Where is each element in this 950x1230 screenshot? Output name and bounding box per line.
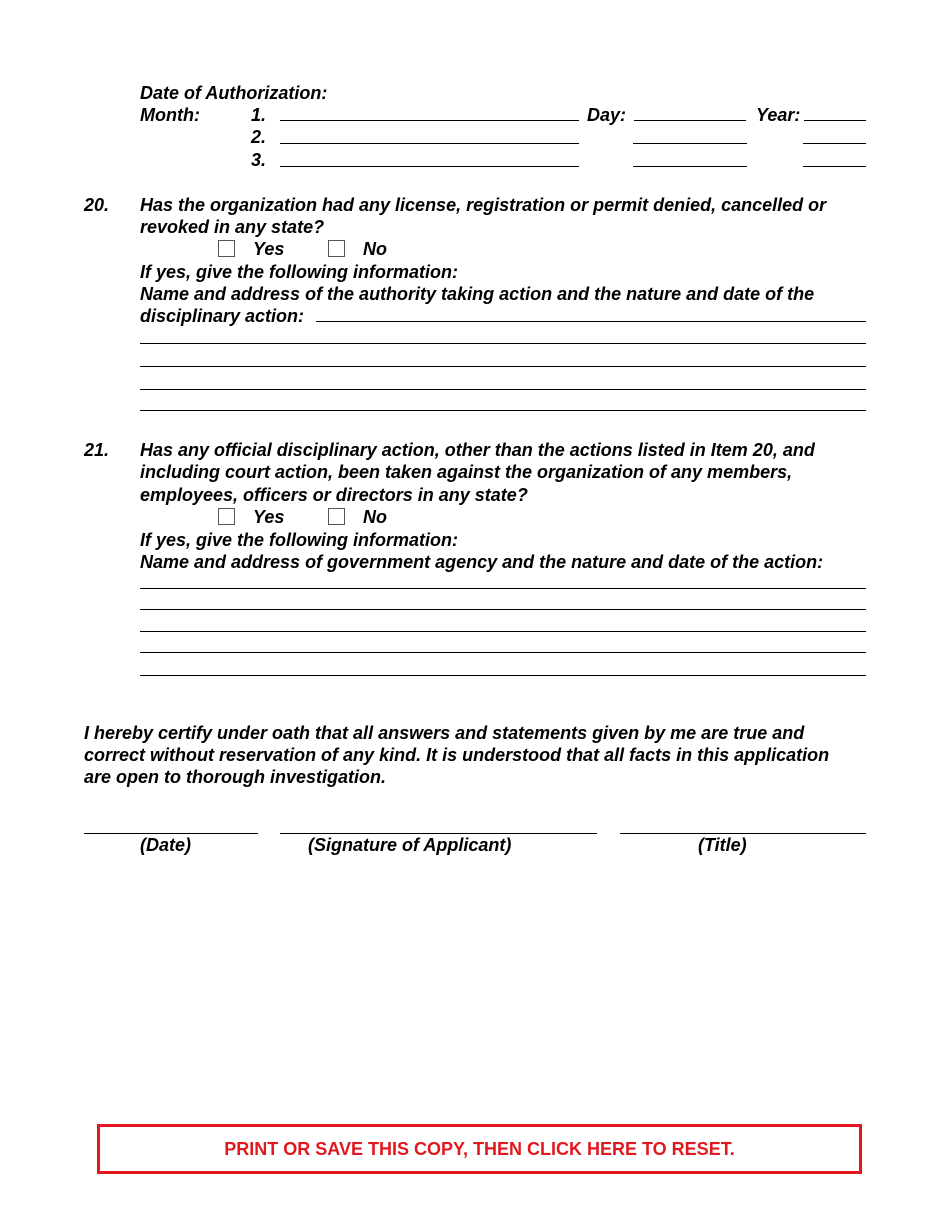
row-number-3: 3. — [251, 150, 267, 170]
year-field-1[interactable] — [804, 120, 866, 121]
q21-answer-line-4[interactable] — [140, 652, 866, 653]
title-caption: (Title) — [698, 835, 747, 855]
q21-answer-line-1[interactable] — [140, 588, 866, 589]
q20-answer-line-2[interactable] — [140, 343, 866, 344]
q21-detail-line-1: Name and address of government agency and the nature and date of the action: — [140, 552, 824, 572]
q20-question-line-1: Has the organization had any license, registration or permit denied, cancelled or — [140, 195, 827, 215]
applicant-signature-line[interactable] — [280, 833, 597, 834]
month-label: Month: — [140, 105, 200, 125]
q20-yes-label: Yes — [253, 239, 285, 259]
q20-answer-line-4[interactable] — [140, 389, 866, 390]
row-number-2: 2. — [251, 127, 267, 147]
q20-number: 20. — [84, 195, 110, 215]
month-field-3[interactable] — [280, 166, 579, 167]
q21-no-checkbox[interactable] — [328, 508, 345, 525]
q21-question-line-3: employees, officers or directors in any state? — [140, 485, 528, 505]
q20-answer-line-3[interactable] — [140, 366, 866, 367]
year-field-2[interactable] — [803, 143, 866, 144]
authorization-title: Date of Authorization: — [140, 83, 328, 103]
title-signature-line[interactable] — [620, 833, 866, 834]
certification-line-3: are open to thorough investigation. — [84, 767, 387, 787]
q20-question-line-2: revoked in any state? — [140, 217, 325, 237]
q21-answer-line-2[interactable] — [140, 609, 866, 610]
day-field-1[interactable] — [634, 120, 746, 121]
year-label: Year: — [756, 105, 801, 125]
q21-yes-label: Yes — [253, 507, 285, 527]
year-field-3[interactable] — [803, 166, 866, 167]
q20-yes-checkbox[interactable] — [218, 240, 235, 257]
q21-yes-checkbox[interactable] — [218, 508, 235, 525]
date-signature-line[interactable] — [84, 833, 258, 834]
q21-no-label: No — [363, 507, 387, 527]
q20-answer-line-1[interactable] — [316, 321, 866, 322]
q20-no-checkbox[interactable] — [328, 240, 345, 257]
row-number-1: 1. — [251, 105, 267, 125]
date-caption: (Date) — [140, 835, 192, 855]
month-field-2[interactable] — [280, 143, 579, 144]
q21-answer-line-5[interactable] — [140, 675, 866, 676]
q21-question-line-1: Has any official disciplinary action, other than the actions listed in Item 20, and — [140, 440, 815, 460]
q21-answer-line-3[interactable] — [140, 631, 866, 632]
q20-no-label: No — [363, 239, 387, 259]
reset-button-label: PRINT OR SAVE THIS COPY, THEN CLICK HERE TO RESET. — [224, 1138, 735, 1159]
certification-line-2: correct without reservation of any kind. It is understood that all facts in this application — [84, 745, 830, 765]
q20-detail-line-1: Name and address of the authority taking action and the nature and date of the — [140, 284, 815, 304]
q21-question-line-2: including court action, been taken against the organization of any members, — [140, 462, 793, 482]
day-label: Day: — [587, 105, 627, 125]
q21-if-yes: If yes, give the following information: — [140, 530, 459, 550]
day-field-3[interactable] — [633, 166, 747, 167]
q21-number: 21. — [84, 440, 110, 460]
day-field-2[interactable] — [633, 143, 747, 144]
q20-if-yes: If yes, give the following information: — [140, 262, 459, 282]
reset-button[interactable] — [97, 1124, 862, 1174]
signature-caption: (Signature of Applicant) — [308, 835, 512, 855]
q20-answer-line-5[interactable] — [140, 410, 866, 411]
q20-detail-line-2: disciplinary action: — [140, 306, 305, 326]
month-field-1[interactable] — [280, 120, 579, 121]
certification-line-1: I hereby certify under oath that all answers and statements given by me are true and — [84, 723, 805, 743]
